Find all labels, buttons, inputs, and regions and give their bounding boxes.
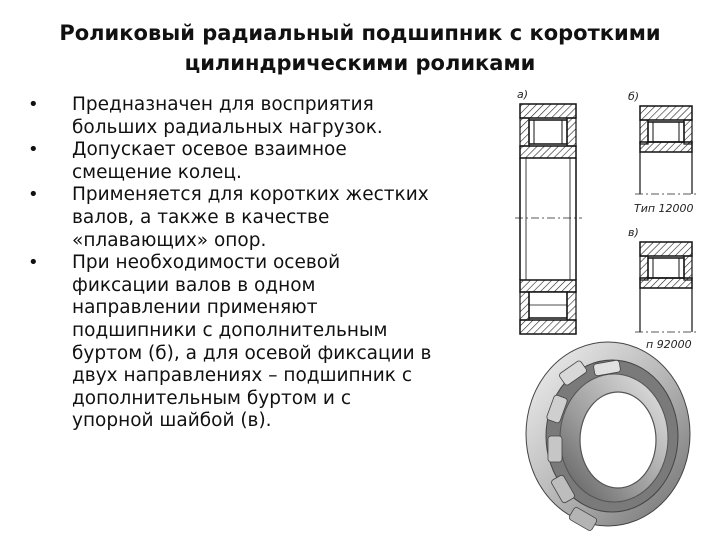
bullet-line: буртом (б), а для осевой фиксации в [72, 342, 432, 364]
bullet-line: дополнительным буртом и с [72, 387, 351, 409]
bullet-line: упорной шайбой (в). [72, 410, 272, 432]
section-b-drawing [635, 106, 698, 194]
bullet-line: больших радиальных нагрузок. [72, 116, 383, 138]
slide-title [20, 18, 700, 78]
bullet-line: направлении применяют [72, 297, 318, 319]
slide-title-line-1: Роликовый радиальный подшипник с короткими [59, 21, 661, 45]
bullet-item [28, 252, 506, 433]
slide-title-line-2: цилиндрическими роликами [184, 51, 536, 75]
bullet-dot-icon: • [28, 139, 39, 161]
bullet-dot-icon: • [28, 94, 39, 115]
bullet-line: двух направлениях – подшипник с [72, 365, 412, 387]
bullet-dot-icon: • [28, 252, 39, 274]
bullet-list [28, 94, 506, 433]
bullet-line: фиксации валов в одном [72, 274, 316, 296]
label-b: б) [628, 90, 640, 103]
bullet-item [28, 94, 506, 139]
label-c: в) [628, 226, 639, 239]
bearing-drawings [500, 84, 710, 540]
bullet-dot-icon: • [28, 184, 39, 206]
bearing-3d-render [526, 342, 690, 532]
section-a-drawing [515, 104, 582, 334]
bearing-figure [500, 84, 710, 540]
bullet-line: смещение колец. [72, 161, 242, 183]
bullet-line: подшипники с дополнительным [72, 319, 388, 341]
bullet-item [28, 139, 506, 184]
type-c-label: п 92000 [646, 338, 692, 351]
bullet-line: При необходимости осевой [72, 252, 341, 274]
label-a: а) [517, 88, 529, 101]
bullet-line: Применяется для коротких жестких [72, 184, 429, 206]
bullet-line: «плавающих» опор. [72, 229, 267, 251]
bullet-item [28, 184, 506, 252]
bullet-line: Допускает осевое взаимное [72, 139, 347, 161]
type-b-label: Тип 12000 [634, 202, 694, 215]
bullet-line: Предназначен для восприятия [72, 94, 374, 115]
bullet-line: валов, а также в качестве [72, 206, 330, 228]
section-c-drawing [635, 242, 698, 332]
